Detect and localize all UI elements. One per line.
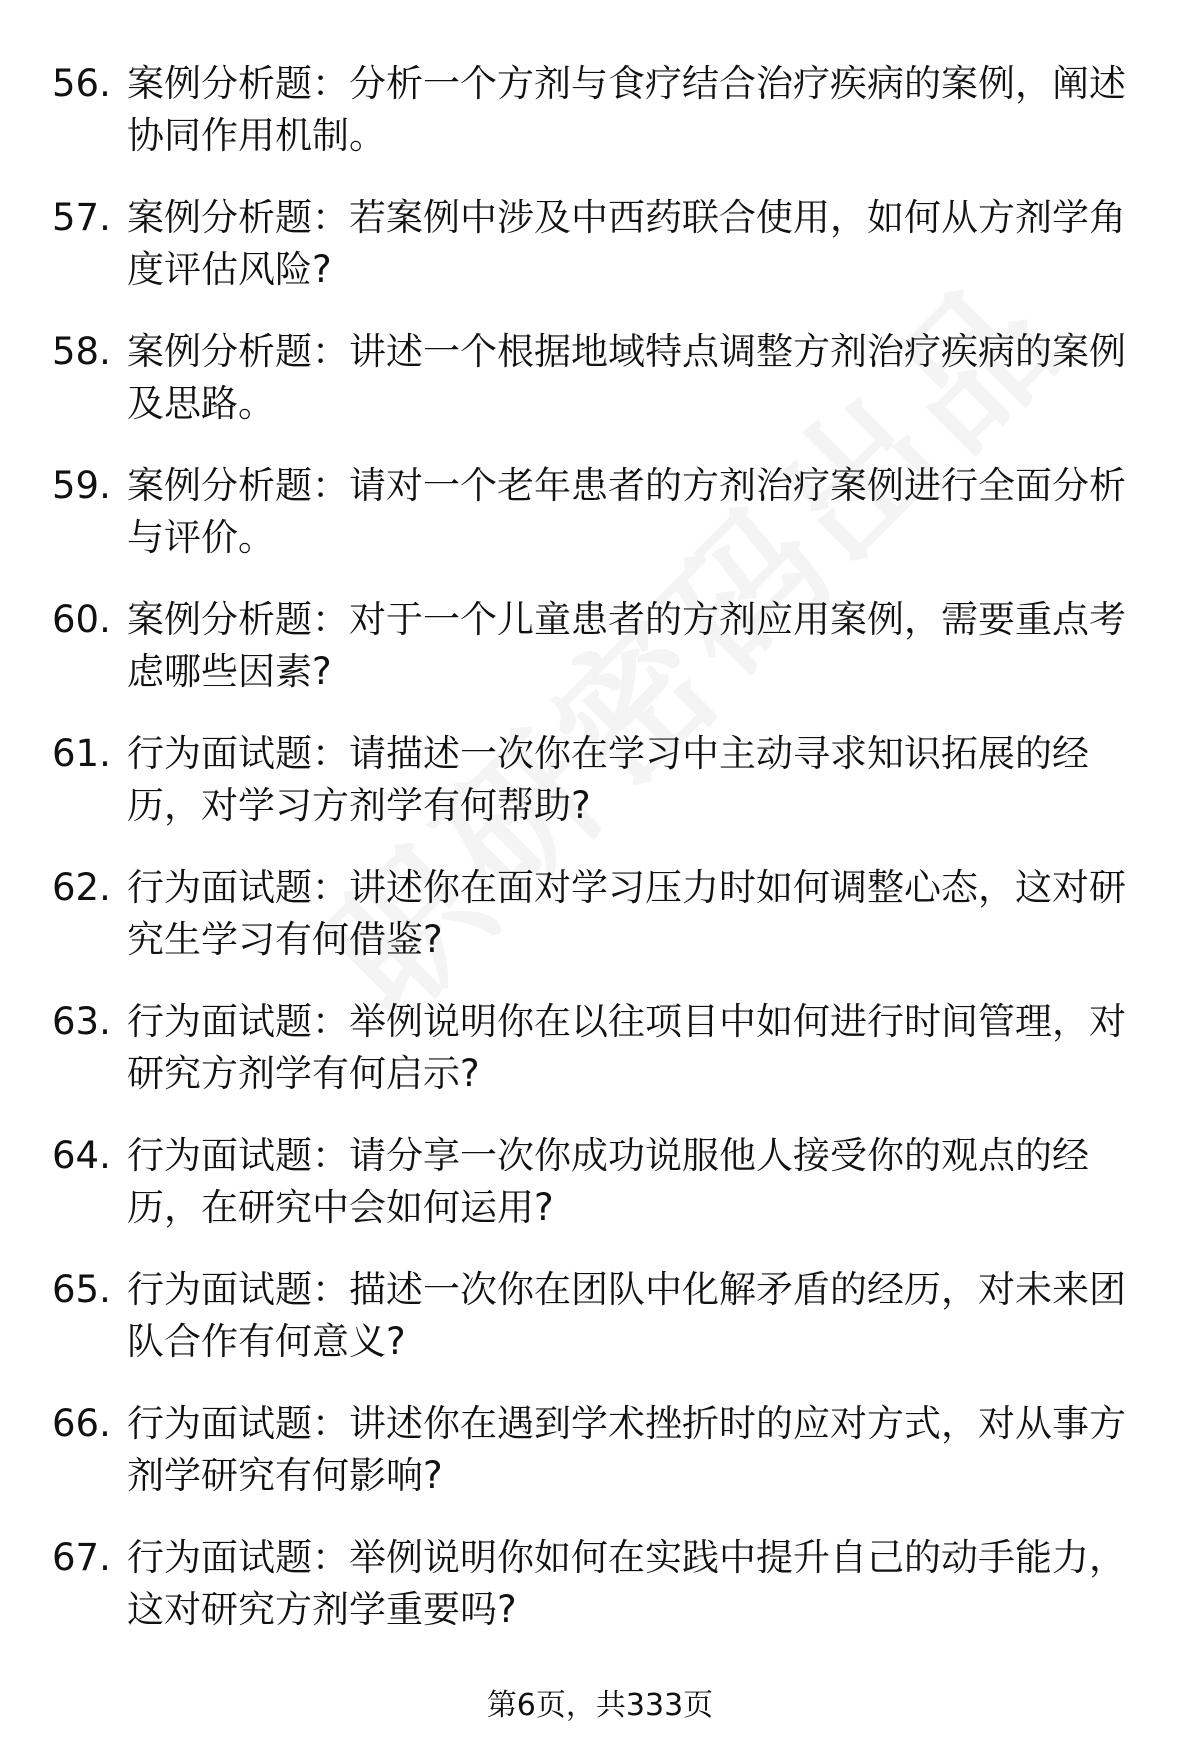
question-text: 行为面试题：请分享一次你成功说服他人接受你的观点的经历，在研究中会如何运用?: [127, 1134, 1089, 1229]
question-number: 56.: [52, 62, 111, 105]
question-list: [52, 58, 1152, 1666]
question-text: 案例分析题：分析一个方剂与食疗结合治疗疾病的案例，阐述协同作用机制。: [127, 62, 1126, 157]
question-item: [52, 326, 1152, 430]
question-number: 58.: [52, 330, 111, 373]
question-text: 行为面试题：讲述你在遇到学术挫折时的应对方式，对从事方剂学研究有何影响?: [127, 1402, 1126, 1497]
question-number: 66.: [52, 1402, 111, 1445]
question-item: [52, 1130, 1152, 1234]
question-item: [52, 594, 1152, 698]
question-text: 行为面试题：描述一次你在团队中化解矛盾的经历，对未来团队合作有何意义?: [127, 1268, 1126, 1363]
question-number: 67.: [52, 1536, 111, 1579]
question-number: 65.: [52, 1268, 111, 1311]
question-number: 64.: [52, 1134, 111, 1177]
question-text: 行为面试题：举例说明你在以往项目中如何进行时间管理，对研究方剂学有何启示?: [127, 1000, 1126, 1095]
question-item: [52, 1398, 1152, 1502]
question-item: [52, 460, 1152, 564]
question-number: 59.: [52, 464, 111, 507]
question-item: [52, 192, 1152, 296]
question-number: 57.: [52, 196, 111, 239]
question-text: 案例分析题：讲述一个根据地域特点调整方剂治疗疾病的案例及思路。: [127, 330, 1126, 425]
question-text: 案例分析题：对于一个儿童患者的方剂应用案例，需要重点考虑哪些因素?: [127, 598, 1126, 693]
question-item: [52, 862, 1152, 966]
page-footer: 第6页，共333页: [486, 1688, 714, 1723]
question-number: 61.: [52, 732, 111, 775]
question-text: 行为面试题：讲述你在面对学习压力时如何调整心态，这对研究生学习有何借鉴?: [127, 866, 1126, 961]
question-item: [52, 1532, 1152, 1636]
question-number: 62.: [52, 866, 111, 909]
question-number: 60.: [52, 598, 111, 641]
question-item: [52, 728, 1152, 832]
question-text: 行为面试题：请描述一次你在学习中主动寻求知识拓展的经历，对学习方剂学有何帮助?: [127, 732, 1089, 827]
question-item: [52, 996, 1152, 1100]
question-text: 行为面试题：举例说明你如何在实践中提升自己的动手能力，这对研究方剂学重要吗?: [127, 1536, 1126, 1631]
question-text: 案例分析题：请对一个老年患者的方剂治疗案例进行全面分析与评价。: [127, 464, 1126, 559]
question-text: 案例分析题：若案例中涉及中西药联合使用，如何从方剂学角度评估风险?: [127, 196, 1126, 291]
question-item: [52, 58, 1152, 162]
question-number: 63.: [52, 1000, 111, 1043]
question-item: [52, 1264, 1152, 1368]
